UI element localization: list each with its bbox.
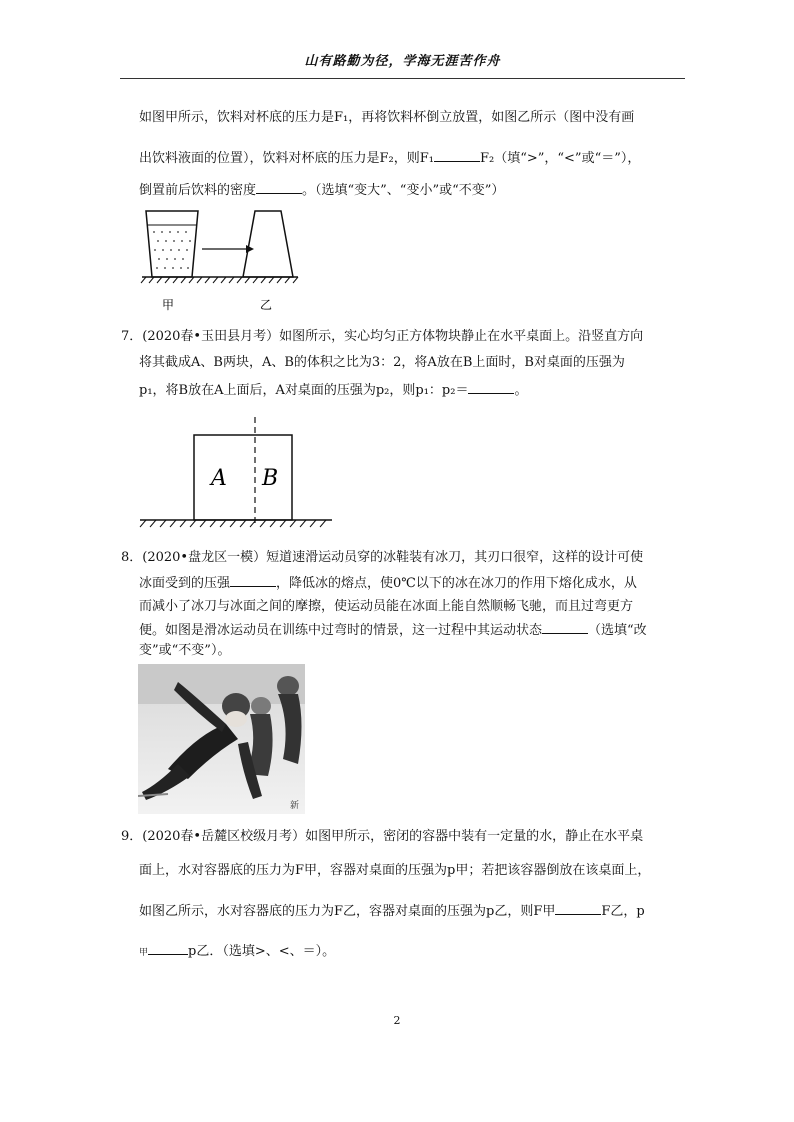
label-yi: 乙 [260,298,273,312]
q9-line-4 [139,942,335,962]
q8-blank-1[interactable] [230,574,276,587]
page-number: 2 [393,1014,401,1027]
q6-text-2a: 出饮料液面的位置），饮料对杯底的压力是F₂，则F₁ [139,151,434,166]
q7-line-3 [139,381,527,400]
q8-text-4a: 便。如图是滑冰运动员在训练中过弯时的情景，这一过程中其运动状态 [139,623,543,638]
q6-line-2 [139,149,640,168]
q8-line-4 [139,621,647,640]
page-header [120,50,685,79]
label-a: A [211,466,227,491]
q7-text-3a: p₁，将B放在A上面后，A对桌面的压强为p₂，则p₁：p₂＝ [139,383,469,398]
front-skater-face [225,711,247,727]
cup-diagram [138,205,308,315]
q6-text-3b: 。（选填“变大”、“变小”或“不变”） [302,183,505,198]
cup-upright [146,211,198,277]
photo-watermark: 新 [290,801,300,811]
table-hatching [140,520,326,527]
q8-blank-2[interactable] [542,621,588,634]
middle-skater-helmet [251,697,271,715]
back-skater-helmet [277,676,299,696]
q9-text-3b: F乙，p [601,904,645,919]
q8-text-4b: （选填“改 [588,623,647,638]
q7-text-3b: 。 [514,383,528,398]
q6-text-2b: F₂（填“>”，“<”或“＝”）， [479,151,641,166]
skater-photo [138,664,305,814]
q8-text-2b: ，降低冰的熔点，使0℃以下的冰在冰刀的作用下熔化成水，从 [276,576,637,591]
q8-line-3: 而减小了冰刀与冰面之间的摩擦，使运动员能在冰面上能自然顺畅飞驰，而且过弯更方 [139,599,634,614]
q8-line-2 [139,574,637,593]
cup-inverted [243,211,293,277]
q9-line-2: 面上，水对容器底的压力为F甲，容器对桌面的压强为p甲；若把该容器倒放在该桌面上， [139,863,651,878]
q9-text-4b: p乙．（选填>、<、＝）。 [188,944,336,959]
q6-line-1: 如图甲所示，饮料对杯底的压力是F₁，再将饮料杯倒立放置，如图乙所示（图中没有画 [139,110,635,125]
q7-blank[interactable] [468,381,514,394]
label-jia: 甲 [162,298,175,312]
ground-hatching [141,277,298,283]
q7-line-1: 7．(2020春•玉田县月考）如图所示，实心均匀正方体物块静止在水平桌面上。沿竖直方向 [121,329,644,344]
liquid-dots [153,231,191,269]
block-diagram [138,415,338,533]
label-b: B [262,466,279,491]
q9-blank-1[interactable] [555,902,601,915]
q6-line-3 [139,181,504,200]
q8-line-1: 8．(2020•盘龙区一模）短道速滑运动员穿的冰鞋装有冰刀，其刃口很窄，这样的设计可使 [121,550,644,565]
q9-blank-2[interactable] [148,942,188,955]
q8-text-2a: 冰面受到的压强 [139,576,231,591]
q7-line-2: 将其截成A、B两块，A、B的体积之比为3：2，将A放在B上面时，B对桌面的压强为 [139,355,625,370]
q9-line-3 [139,902,645,921]
q9-text-3a: 如图乙所示，水对容器底的压力为F乙，容器对桌面的压强为p乙，则F甲 [139,904,556,919]
q6-blank-1[interactable] [434,149,480,162]
q9-line-1: 9．(2020春•岳麓区校级月考）如图甲所示，密闭的容器中装有一定量的水，静止在水平桌 [121,829,644,844]
q6-blank-2[interactable] [256,181,302,194]
q8-line-5: 变”或“不变”）。 [139,643,231,658]
q9-text-4a: 甲 [139,948,149,958]
q6-text-3a: 倒置前后饮料的密度 [139,183,257,198]
header-motto: 山有路勤为径，学海无涯苦作舟 [304,54,501,69]
